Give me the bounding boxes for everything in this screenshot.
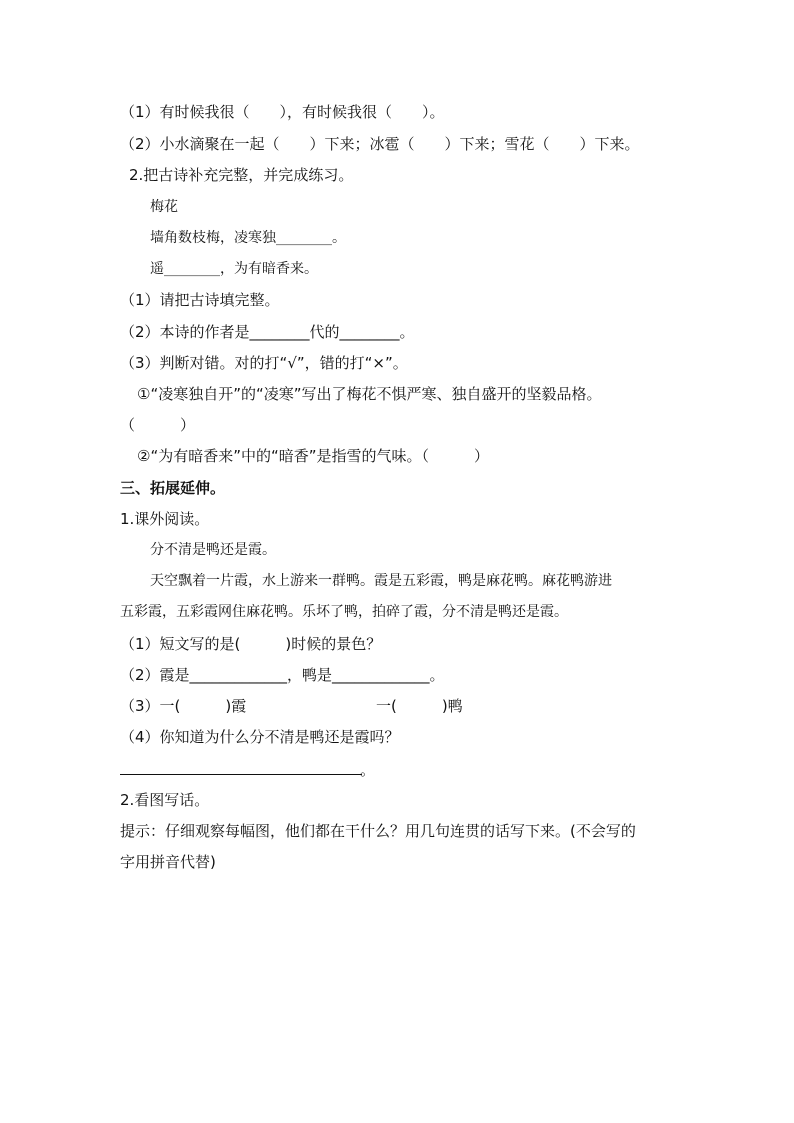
poem-line-2: 遥________，为有暗香来。 bbox=[150, 261, 318, 277]
hint-line-1: 提示：仔细观察每幅图，他们都在干什么？用几句连贯的话写下来。(不会写的 bbox=[120, 822, 636, 840]
picture-writing-title: 2.看图写话。 bbox=[120, 791, 210, 809]
reading-sub-1: （1）短文写的是( )时候的景色？ bbox=[120, 635, 382, 653]
answer-line-end: 。 bbox=[360, 761, 376, 779]
section-3-heading: 三、拓展延伸。 bbox=[120, 479, 226, 497]
reading-question-title: 1.课外阅读。 bbox=[120, 510, 210, 528]
answer-line bbox=[120, 774, 362, 775]
reading-sub-3-left: （3）一( )霞 bbox=[120, 697, 247, 715]
sub-question-3: （3）判断对错。对的打“√”，错的打“×”。 bbox=[120, 354, 408, 372]
sub-question-2: （2）本诗的作者是________代的________。 bbox=[120, 323, 415, 341]
poem-title: 梅花 bbox=[150, 199, 178, 215]
hint-line-2: 字用拼音代替) bbox=[120, 853, 216, 871]
question-1-line: （1）有时候我很（ ），有时候我很（ ）。 bbox=[120, 103, 445, 121]
reading-paragraph-line-2: 五彩霞，五彩霞网住麻花鸭。乐坏了鸭，拍碎了霞，分不清是鸭还是霞。 bbox=[120, 604, 568, 620]
sub-question-1: （1）请把古诗填完整。 bbox=[120, 291, 280, 309]
judge-item-1: ①“凌寒独自开”的“凌寒”写出了梅花不惧严寒、独自盛开的坚毅品格。 bbox=[137, 385, 602, 403]
question-2-line: （2）小水滴聚在一起（ ）下来；冰雹（ ）下来；雪花（ ）下来。 bbox=[120, 135, 640, 153]
reading-paragraph-line-1: 天空飘着一片霞，水上游来一群鸭。霞是五彩霞，鸭是麻花鸭。麻花鸭游进 bbox=[150, 573, 612, 589]
judge-item-2: ②“为有暗香来”中的“暗香”是指雪的气味。（ ） bbox=[137, 447, 490, 465]
reading-sub-2: （2）霞是_____________，鸭是_____________。 bbox=[120, 666, 445, 684]
poem-line-1: 墙角数枝梅，凌寒独________。 bbox=[150, 230, 346, 246]
reading-sub-4: （4）你知道为什么分不清是鸭还是霞吗？ bbox=[120, 728, 400, 746]
reading-title: 分不清是鸭还是霞。 bbox=[150, 542, 276, 558]
judge-item-1-answer: （ ） bbox=[120, 416, 196, 434]
poem-question-title: 2.把古诗补充完整，并完成练习。 bbox=[129, 166, 354, 184]
reading-sub-3-right: 一( )鸭 bbox=[376, 697, 463, 715]
